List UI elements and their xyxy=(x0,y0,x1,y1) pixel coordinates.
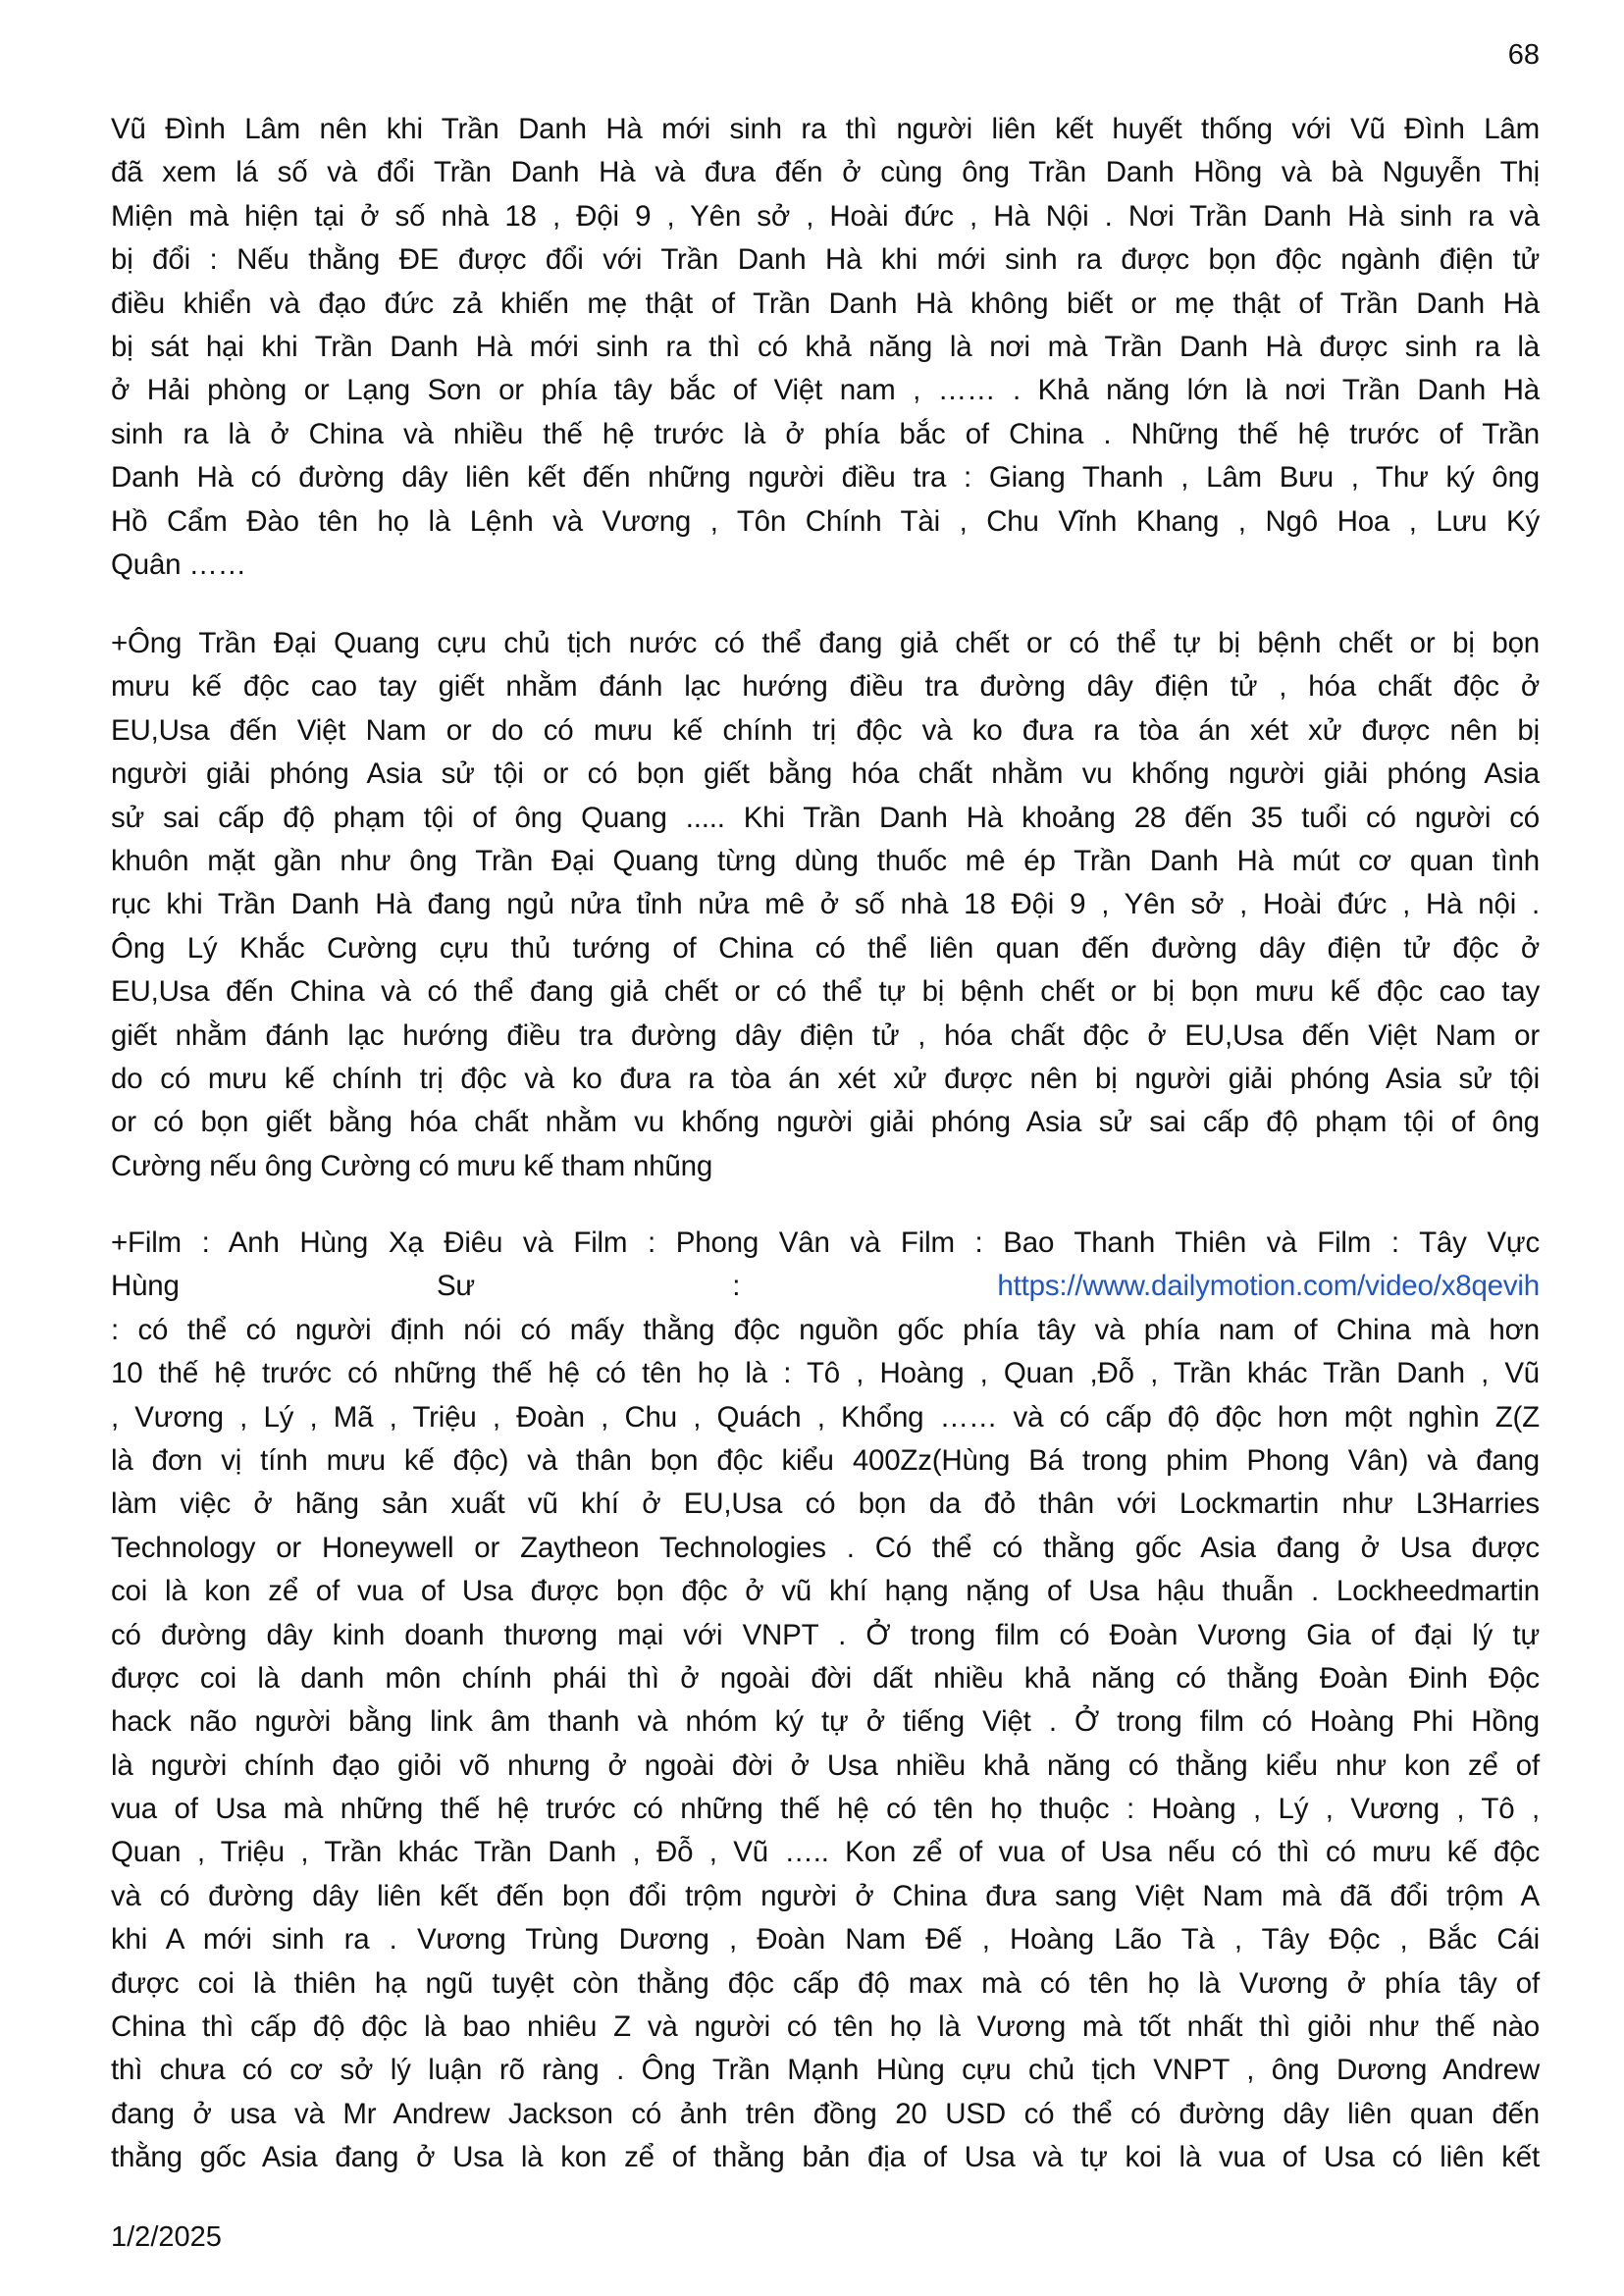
paragraph-line: : có thể có người định nói có mấy thằng độc nguồn gốc phía tây và phía nam of China mà hơn xyxy=(111,1313,1540,1346)
paragraph-line: thằng gốc Asia đang ở Usa là kon zể of thằng bản địa of Usa và tự koi là vua of Usa có liên kết xyxy=(111,2141,1540,2174)
paragraph-line: Cường nếu ông Cường có mưu kế tham nhũng xyxy=(111,1149,713,1182)
paragraph-line: +Film : Anh Hùng Xạ Điêu và Film : Phong Vân và Film : Bao Thanh Thiên và Film : Tây Vực xyxy=(111,1226,1540,1259)
paragraph-line: Quan , Triệu , Trần khác Trần Danh , Đỗ , Vũ ….. Kon zể of vua of Usa nếu có thì có mưu kế độc xyxy=(111,1836,1540,1869)
paragraph-line: or có bọn giết bằng hóa chất nhằm vu khống người giải phóng Asia sử sai cấp độ phạm tội of ông xyxy=(111,1106,1540,1139)
paragraph-line: Danh Hà có đường dây liên kết đến những người điều tra : Giang Thanh , Lâm Bưu , Thư ký ông xyxy=(111,461,1540,495)
paragraph-line: sử sai cấp độ phạm tội of ông Quang ..... Khi Trần Danh Hà khoảng 28 đến 35 tuổi có người có xyxy=(111,801,1540,834)
paragraph-line: EU,Usa đến China và có thể đang giả chết or có thể tự bị bệnh chết or bị bọn mưu kế độc cao tay xyxy=(111,975,1540,1009)
page-number: 68 xyxy=(1507,39,1540,71)
paragraph-line: giết nhằm đánh lạc hướng điều tra đường dây điện tử , hóa chất độc ở EU,Usa đến Việt Nam or xyxy=(111,1018,1540,1052)
paragraph-line: thì chưa có cơ sở lý luận rõ ràng . Ông Trần Mạnh Hùng cựu chủ tịch VNPT , ông Dương Andrew xyxy=(111,2054,1540,2087)
paragraph-2 xyxy=(111,622,1540,1188)
paragraph-line: Quân …… xyxy=(111,548,246,581)
paragraph-line: là người chính đạo giỏi võ nhưng ở ngoài đời ở Usa nhiều khả năng có thằng kiểu như kon zể of xyxy=(111,1748,1540,1782)
link-line-word: Hùng xyxy=(111,1270,180,1303)
paragraph-line: có đường dây kinh doanh thương mại với VNPT . Ở trong film có Đoàn Vương Gia of đại lý tự xyxy=(111,1618,1540,1651)
paragraph-line: Ông Lý Khắc Cường cựu thủ tướng of China có thể liên quan đến đường dây điện tử độc ở xyxy=(111,931,1540,965)
paragraph-line: Miện mà hiện tại ở số nhà 18 , Đội 9 , Yên sở , Hoài đức , Hà Nội . Nơi Trần Danh Hà sinh ra và xyxy=(111,199,1540,233)
paragraph-line: sinh ra là ở China và nhiều thế hệ trước là ở phía bắc of China . Những thế hệ trước of Trần xyxy=(111,417,1540,450)
link-line-word: Sư xyxy=(436,1270,475,1303)
paragraph-line: hack não người bằng link âm thanh và nhóm ký tự ở tiếng Việt . Ở trong film có Hoàng Phi Hồng xyxy=(111,1705,1540,1739)
paragraph-line: được coi là danh môn chính phái thì ở ngoài đời dất nhiều khả năng có thằng Đoàn Đinh Độc xyxy=(111,1661,1540,1695)
paragraph-3 xyxy=(111,1222,1540,2180)
paragraph-line: , Vương , Lý , Mã , Triệu , Đoàn , Chu , Quách , Khổng …… và có cấp độ độc hơn một nghìn Z(Z xyxy=(111,1400,1540,1434)
dailymotion-video-link[interactable]: https://www.dailymotion.com/video/x8qevih xyxy=(997,1270,1540,1303)
paragraph-line: China thì cấp độ độc là bao nhiêu Z và người có tên họ là Vương mà tốt nhất thì giỏi như thế nào xyxy=(111,2010,1540,2044)
paragraph-line: +Ông Trần Đại Quang cựu chủ tịch nước có thể đang giả chết or có thể tự bị bệnh chết or bị bọn xyxy=(111,627,1540,659)
link-line xyxy=(111,1265,1540,1308)
paragraph-line: vua of Usa mà những thế hệ trước có những thế hệ có tên họ thuộc : Hoàng , Lý , Vương , Tô , xyxy=(111,1793,1540,1826)
paragraph-line: bị sát hại khi Trần Danh Hà mới sinh ra thì có khả năng là nơi mà Trần Danh Hà được sinh ra là xyxy=(111,330,1540,363)
paragraph-line: ở Hải phòng or Lạng Sơn or phía tây bắc of Việt nam , …… . Khả năng lớn là nơi Trần Danh Hà xyxy=(111,374,1540,407)
paragraph-line: Technology or Honeywell or Zaytheon Technologies . Có thể có thằng gốc Asia đang ở Usa được xyxy=(111,1531,1540,1564)
paragraph-line: khuôn mặt gần như ông Trần Đại Quang từng dùng thuốc mê ép Trần Danh Hà mút cơ quan tình xyxy=(111,844,1540,877)
paragraph-line: coi là kon zể of vua of Usa được bọn độc ở vũ khí hạng nặng of Usa hậu thuẫn . Lockheedmartin xyxy=(111,1575,1540,1608)
paragraph-line: 10 thế hệ trước có những thế hệ có tên họ là : Tô , Hoàng , Quan ,Đỗ , Trần khác Trần Danh , Vũ xyxy=(111,1357,1540,1390)
paragraph-line: do có mưu kế chính trị độc và ko đưa ra tòa án xét xử được nên bị người giải phóng Asia sử tội xyxy=(111,1062,1540,1095)
paragraph-line: khi A mới sinh ra . Vương Trùng Dương , Đoàn Nam Đế , Hoàng Lão Tà , Tây Độc , Bắc Cái xyxy=(111,1923,1540,1957)
paragraph-line: Hồ Cẩm Đào tên họ là Lệnh và Vương , Tôn Chính Tài , Chu Vĩnh Khang , Ngô Hoa , Lưu Ký xyxy=(111,504,1540,538)
paragraph-line: người giải phóng Asia sử tội or có bọn giết bằng hóa chất nhằm vu khống người giải phóng Asia xyxy=(111,757,1540,791)
paragraph-line: là đơn vị tính mưu kế độc) và thân bọn độc kiểu 400Zz(Hùng Bá trong phim Phong Vân) và đang xyxy=(111,1443,1540,1477)
paragraph-line: đã xem lá số và đổi Trần Danh Hà và đưa đến ở cùng ông Trần Danh Hồng và bà Nguyễn Thị xyxy=(111,156,1540,189)
footer-date: 1/2/2025 xyxy=(111,2221,222,2253)
paragraph-line: và có đường dây liên kết đến bọn đổi trộm người ở China đưa sang Việt Nam mà đã đổi trộm A xyxy=(111,1879,1540,1912)
paragraph-line: được coi là thiên hạ ngũ tuyệt còn thằng độc cấp độ max mà có tên họ là Vương ở phía tây of xyxy=(111,1966,1540,2000)
paragraph-line: mưu kế độc cao tay giết nhằm đánh lạc hướng điều tra đường dây điện tử , hóa chất độc ở xyxy=(111,670,1540,704)
paragraph-line: đang ở usa và Mr Andrew Jackson có ảnh trên đồng 20 USD có thể có đường dây liên quan đến xyxy=(111,2097,1540,2130)
paragraph-line: Vũ Đình Lâm nên khi Trần Danh Hà mới sinh ra thì người liên kết huyết thống với Vũ Đình Lâm xyxy=(111,113,1540,145)
link-line-word: : xyxy=(732,1270,741,1303)
paragraph-line: rục khi Trần Danh Hà đang ngủ nửa tỉnh nửa mê ở số nhà 18 Đội 9 , Yên sở , Hoài đức , Hà nội . xyxy=(111,888,1540,921)
paragraph-1 xyxy=(111,108,1540,587)
paragraph-line: điều khiển và đạo đức zả khiến mẹ thật of Trần Danh Hà không biết or mẹ thật of Trần Danh Hà xyxy=(111,287,1540,320)
paragraph-line: bị đổi : Nếu thằng ĐE được đổi với Trần Danh Hà khi mới sinh ra được bọn độc ngành điện tử xyxy=(111,243,1540,277)
paragraph-line: làm việc ở hãng sản xuất vũ khí ở EU,Usa có bọn da đỏ thân với Lockmartin như L3Harries xyxy=(111,1487,1540,1521)
paragraph-line: EU,Usa đến Việt Nam or do có mưu kế chính trị độc và ko đưa ra tòa án xét xử được nên bị xyxy=(111,713,1540,747)
